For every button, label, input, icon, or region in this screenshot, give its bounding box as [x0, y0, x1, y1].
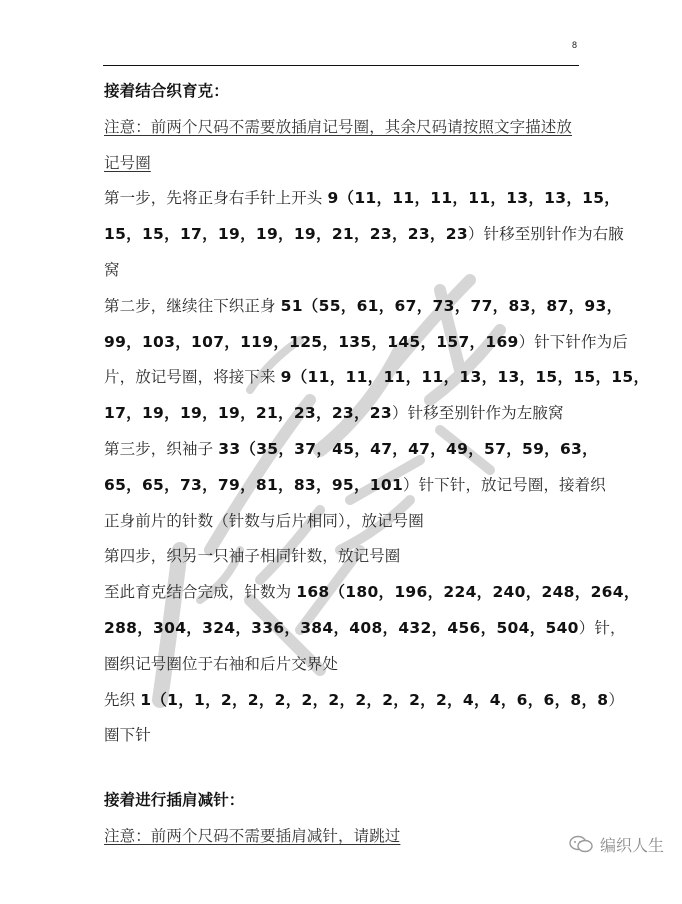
instruction-line — [104, 217, 624, 253]
note-text: 记号圈 — [104, 153, 151, 172]
note-text: 注意：前两个尺码不需要插肩减针，请跳过 — [104, 826, 401, 845]
instruction-line — [104, 253, 584, 289]
page-number: 8 — [572, 40, 578, 50]
note-line — [104, 110, 584, 146]
instruction-line — [104, 575, 640, 611]
text: 先织 — [104, 690, 141, 709]
section-heading-raglan: 接着进行插肩减针： — [104, 791, 245, 810]
instruction-line — [104, 181, 621, 217]
note-text: 注意：前两个尺码不需要放插肩记号圈，其余尺码请按照文字描述放 — [104, 117, 573, 136]
text: 至此育克结合完成，针数为 — [104, 583, 297, 602]
text: 第三步，织袖子 — [104, 439, 219, 458]
text: ） — [608, 690, 624, 709]
text: 正身前片的针数（针数与后片相同），放记号圈 — [104, 511, 424, 530]
text: ）针， — [578, 618, 626, 637]
instruction-line — [104, 683, 624, 719]
stitch-counts: 65，65，73，79，81，83，95，101 — [104, 475, 404, 494]
stitch-counts: 288，304，324，336，384，408，432，456，504，540 — [104, 618, 579, 637]
instruction-line — [104, 289, 623, 325]
section-heading-yoke: 接着结合织育克： — [104, 82, 229, 100]
instruction-line — [104, 504, 584, 540]
text: ）针移至别针作为左腋窝 — [391, 404, 564, 423]
instruction-line — [104, 718, 584, 754]
instruction-line — [104, 647, 584, 683]
text: ）针移至别针作为右腋 — [467, 225, 624, 244]
text: 圈下针 — [104, 726, 151, 745]
header-rule — [103, 65, 579, 66]
stitch-counts: 168（180，196，224，240，248，264， — [296, 583, 640, 602]
footer-brand — [568, 832, 664, 856]
text: 第二步，继续往下织正身 — [104, 296, 281, 315]
text: ）针下针作为后 — [518, 332, 628, 351]
stitch-counts: 9（11，11，11，11，13，13，15，15，15， — [280, 368, 650, 387]
instruction-line — [104, 539, 584, 575]
instruction-line — [104, 360, 650, 396]
spacer — [104, 754, 584, 783]
instruction-line — [104, 611, 626, 647]
stitch-counts: 17，19，19，19，21，23，23，23 — [104, 404, 392, 423]
note-line — [104, 819, 584, 855]
text: 片，放记号圈，将接下来 — [104, 368, 281, 387]
stitch-counts: 1（1，1，2，2，2，2，2，2，2，2，2，4，4，6，6，8，8 — [140, 690, 609, 709]
text: 第四步，织另一只袖子相同针数，放记号圈 — [104, 547, 401, 566]
instruction-line — [104, 396, 584, 432]
stitch-counts: 99，103，107，119，125，135，145，157，169 — [104, 332, 519, 351]
instruction-line — [104, 468, 606, 504]
wechat-icon — [568, 834, 594, 854]
text: 窝 — [104, 260, 120, 279]
stitch-counts: 9（11，11，11，11，13，13，15， — [327, 189, 621, 208]
text: ）针下针，放记号圈，接着织 — [403, 475, 606, 494]
stitch-counts: 51（55，61，67，73，77，83，87，93， — [280, 296, 623, 315]
stitch-counts: 33（35，37，45，47，47，49，57，59，63， — [218, 439, 598, 458]
instruction-line — [104, 432, 598, 468]
instruction-line — [104, 325, 628, 361]
note-line — [104, 146, 584, 182]
text: 第一步，先将正身右手针上开头 — [104, 189, 328, 208]
brand-name: 编织人生 — [600, 835, 665, 855]
text: 圈织记号圈位于右袖和后片交界处 — [104, 654, 339, 673]
stitch-counts: 15，15，17，19，19，19，21，23，23，23 — [104, 225, 468, 244]
